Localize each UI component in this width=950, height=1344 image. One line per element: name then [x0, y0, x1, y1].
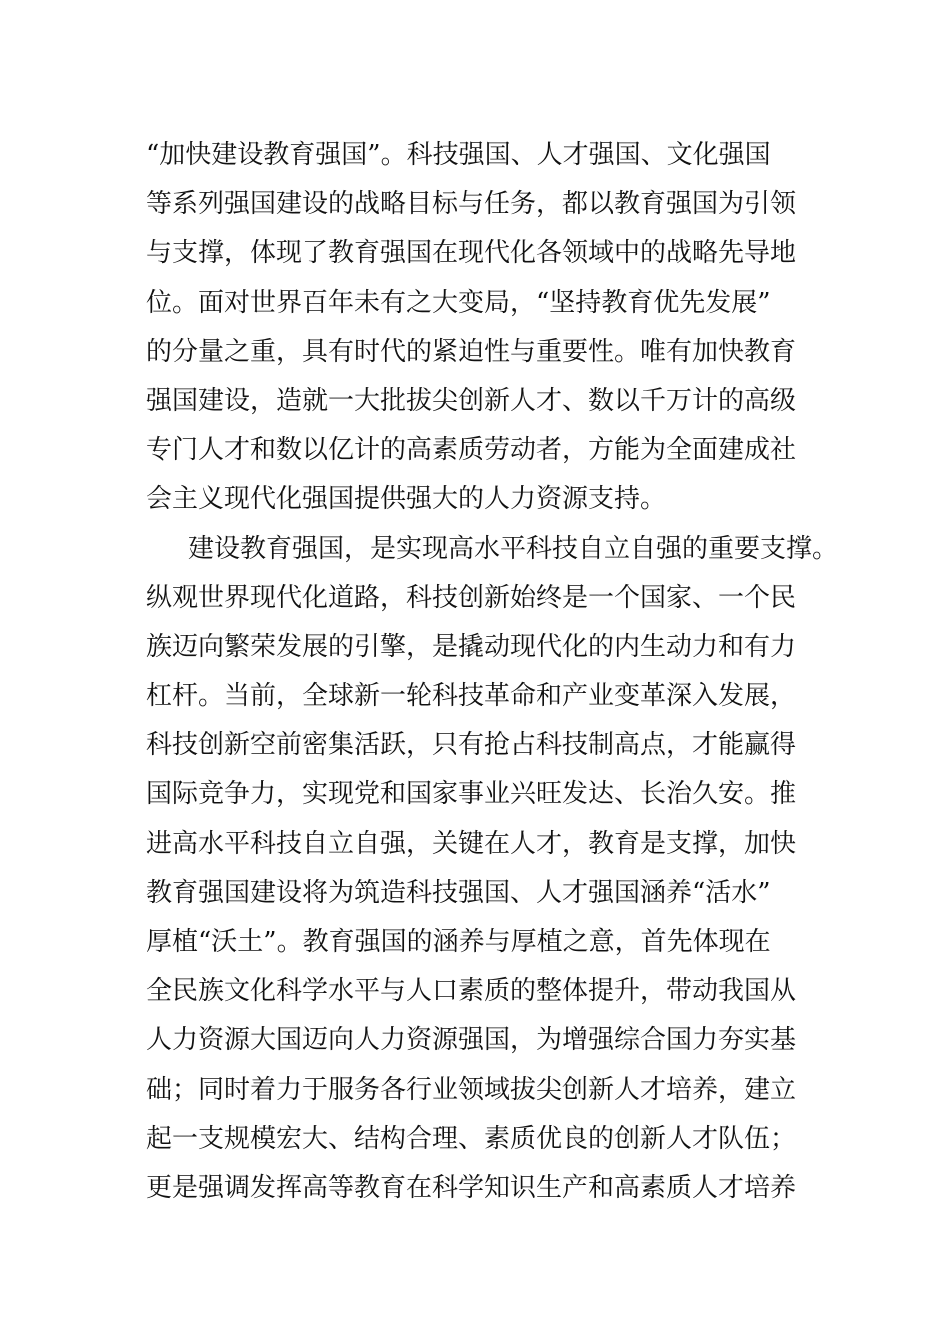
- text-line: 人力资源大国迈向人力资源强国，为增强综合国力夯实基: [146, 1025, 797, 1056]
- text-line: 厚植“沃土”。教育强国的涵养与厚植之意，首先体现在: [146, 927, 771, 957]
- paragraph-start-line: 建设教育强国，是实现高水平科技自立自强的重要支撑。: [188, 533, 839, 564]
- text-line: 杠杆。当前，全球新一轮科技革命和产业变革深入发展，: [146, 681, 797, 712]
- text-line: 强国建设，造就一大批拔尖创新人才、数以千万计的高级: [146, 385, 797, 416]
- text-line: 族迈向繁荣发展的引擎，是撬动现代化的内生动力和有力: [146, 631, 797, 662]
- document-body: [146, 131, 839, 1213]
- text-line: 的分量之重，具有时代的紧迫性与重要性。唯有加快教育: [146, 336, 797, 367]
- text-line: 础；同时着力于服务各行业领域拔尖创新人才培养，建立: [146, 1074, 797, 1105]
- text-line: 全民族文化科学水平与人口素质的整体提升，带动我国从: [146, 976, 797, 1007]
- text-line: 进高水平科技自立自强，关键在人才，教育是支撑，加快: [146, 828, 797, 859]
- text-line: 会主义现代化强国提供强大的人力资源支持。: [146, 484, 667, 515]
- text-line: 位。面对世界百年未有之大变局，“坚持教育优先发展”: [146, 287, 771, 318]
- text-line: 国际竞争力，实现党和国家事业兴旺发达、长治久安。推: [146, 779, 797, 810]
- text-line: 教育强国建设将为筑造科技强国、人才强国涵养“活水”: [146, 877, 771, 908]
- text-line: 科技创新空前密集活跃，只有抢占科技制高点，才能赢得: [146, 730, 797, 761]
- text-line: 专门人才和数以亿计的高素质劳动者，方能为全面建成社: [146, 435, 797, 466]
- text-line: 纵观世界现代化道路，科技创新始终是一个国家、一个民: [146, 582, 797, 613]
- text-line: “加快建设教育强国”。科技强国、人才强国、文化强国: [146, 140, 771, 170]
- text-line: 与支撑，体现了教育强国在现代化各领域中的战略先导地: [146, 238, 797, 269]
- text-line: 等系列强国建设的战略目标与任务，都以教育强国为引领: [146, 189, 797, 220]
- text-line: 更是强调发挥高等教育在科学知识生产和高素质人才培养: [146, 1172, 797, 1203]
- text-line: 起一支规模宏大、结构合理、素质优良的创新人才队伍；: [146, 1123, 797, 1154]
